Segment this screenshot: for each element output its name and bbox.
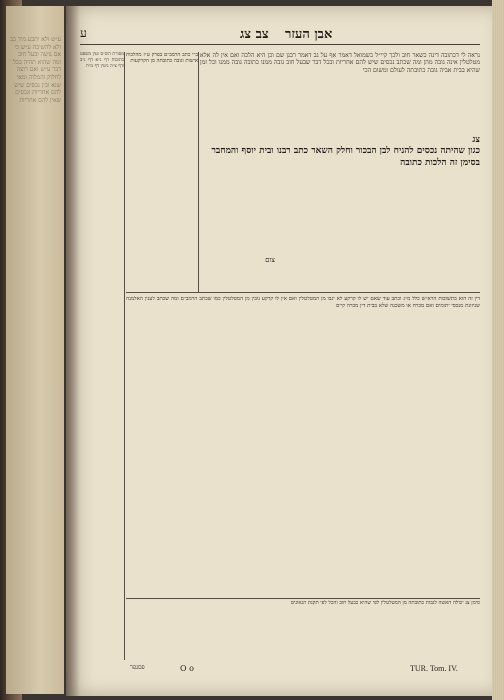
signature-mark: O o — [180, 664, 194, 673]
main-text-column: נראה לי דכתובה דינה כשאר חוב ולכך קיי״ל כשמואל דאמר אף על גב דאמר רבנן שם וכן היא הלכה ואם אין לה אלא מטלטלין אינה גובה מהן ומה שכתב נכסים שיש להם אחריות ובכל דבר שבעל חוב גובה ממנו כתובה גובה ממנו וכל זמן שהיא בבית אביה גובה כתובתה לעולם ומשום הכי — [200, 52, 480, 74]
main-section-text: כגון שהיתה נכסים להניח לבן הבכור וחלק השאר כתב רבנו ובית יוסף והמחבר בסימן זה הלכות כתובה — [211, 146, 480, 168]
section-divider — [126, 292, 480, 293]
work-title: אבן העזר — [285, 27, 333, 42]
facing-page-text: ע״ש ולא יתבע מיד כב ולא להשיבה ע״ש כי אם נושה ובעל חוב ומה שהוא תהיה בכל דבר ע״ש ואם רוצה לחלוק והמלוה ומאי שנא ובין נכסים שיש להם אחריות ונכסים שאין להם אחריות — [10, 36, 61, 104]
gutter-shadow — [66, 6, 80, 696]
commentary-column-rule — [198, 52, 199, 292]
page-edges — [492, 0, 504, 700]
commentary-column: ב״י כתב הרמב״ם בפרק ט״ז מהלכות אישות וגובה כתובתה מן הקרקעות — [126, 52, 198, 65]
margin-column-rule — [124, 52, 125, 660]
facing-page — [6, 6, 64, 694]
section-marker: צג — [472, 135, 480, 145]
catchword: פסגפר — [130, 664, 145, 671]
header-rule — [80, 44, 480, 45]
footnote-divider — [126, 598, 480, 599]
folio-number: ע — [80, 26, 87, 40]
sub-heading: צום — [265, 256, 275, 264]
book-reference: TUR. Tom. IV. — [410, 664, 458, 673]
margin-notes: מסורת הש״ס ועין משפט כתובות דף נ״א דף נ״ב ודף צ״ה גיטין דף מ״ח — [80, 52, 124, 69]
bottom-note: סימן צג יכולה האשה לגבות כתובתה מן המטלטלין לפי שהיא כבעל חוב והכל לפי תקנת הגאונים — [290, 600, 480, 606]
running-header — [80, 26, 470, 42]
lower-commentary: דין זה הוא בתשובות הרא״ש כלל מ״ג וכתב עוד שאם יש לו קרקע לא יגבו מן המטלטלין ואם אין לו קרקע גובין מן המטלטלין כמו שכתב הרמב״ם ומה שכתב לענין האלמנה שניזונת מנכסי יתומים ואם מכרה או משכנה שלא בבית דין מכרה קיים — [126, 296, 480, 309]
section-range: צב צג — [240, 27, 269, 42]
